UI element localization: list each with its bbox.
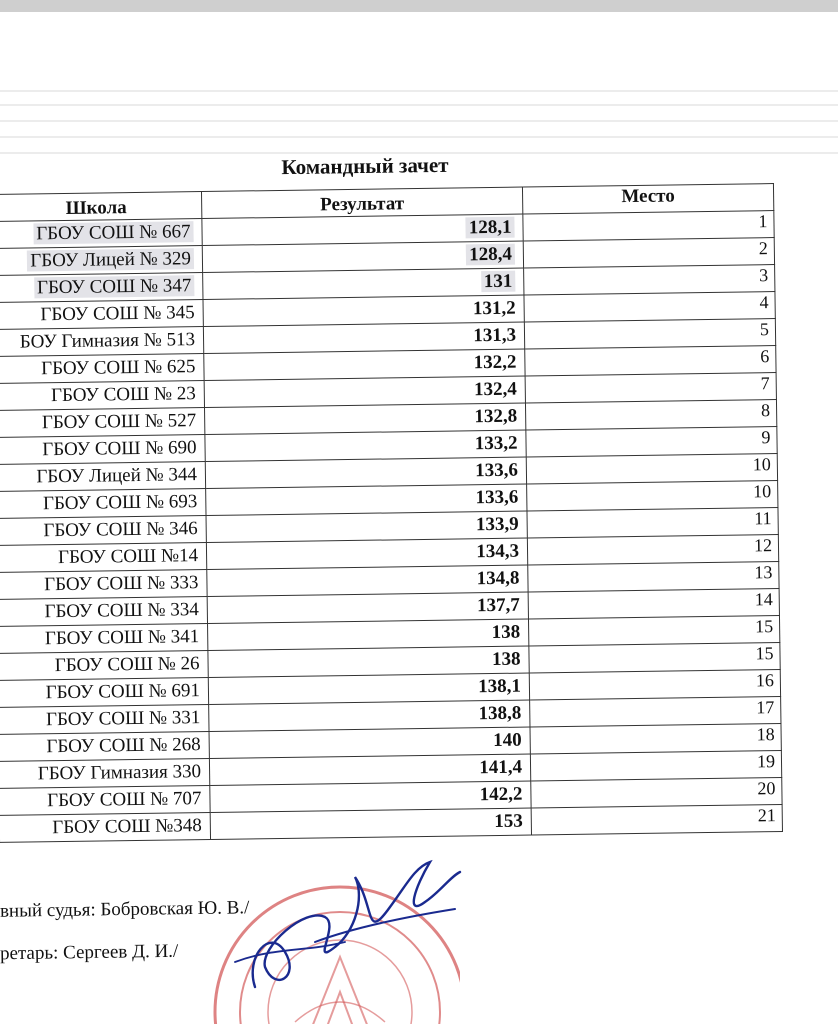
school-cell-text: ГБОУ Лицей № 329 xyxy=(27,248,194,271)
school-cell-text: ГБОУ СОШ № 345 xyxy=(40,302,195,326)
place-cell xyxy=(526,427,777,458)
school-cell xyxy=(0,543,207,573)
school-cell xyxy=(0,246,203,276)
place-cell xyxy=(525,346,776,377)
place-cell-text: 20 xyxy=(757,778,776,799)
school-cell xyxy=(0,435,205,465)
school-cell-text: ГБОУ СОШ № 341 xyxy=(44,626,200,650)
place-cell-text: 3 xyxy=(759,265,769,286)
secretary-line: ретарь: Сергеев Д. И./ xyxy=(0,940,179,965)
result-cell-text: 131,3 xyxy=(473,324,517,347)
photo-top-edge xyxy=(0,0,838,12)
result-cell-text: 140 xyxy=(493,729,522,752)
school-cell xyxy=(0,327,204,357)
place-cell xyxy=(527,535,778,566)
result-cell-text: 128,1 xyxy=(466,217,515,239)
result-cell-text: 138 xyxy=(491,621,521,644)
place-cell xyxy=(525,373,776,404)
school-cell-text: ГБОУ СОШ № 625 xyxy=(40,356,196,380)
school-cell xyxy=(0,408,205,438)
school-cell-text: ГБОУ СОШ № 23 xyxy=(50,383,196,407)
school-cell xyxy=(0,489,206,519)
place-cell-text: 11 xyxy=(754,508,772,529)
school-cell-text: ГБОУ СОШ № 690 xyxy=(42,437,197,461)
school-cell xyxy=(0,354,204,384)
school-cell xyxy=(0,516,206,546)
school-cell-text: ГБОУ Гимназия 330 xyxy=(37,761,202,785)
result-cell-text: 132,4 xyxy=(473,378,517,401)
place-cell-text: 2 xyxy=(758,238,768,259)
school-cell xyxy=(0,704,209,734)
result-cell-text: 142,2 xyxy=(479,783,523,806)
school-cell xyxy=(0,624,208,654)
place-cell xyxy=(525,400,776,431)
result-cell-text: 133,6 xyxy=(475,486,519,509)
school-cell xyxy=(0,462,206,492)
school-cell xyxy=(0,731,209,761)
chief-judge-line: вный судья: Бобровская Ю. В./ xyxy=(0,897,250,922)
school-cell xyxy=(0,381,205,411)
result-cell-text: 132,2 xyxy=(473,351,517,374)
result-cell xyxy=(210,808,531,839)
result-cell-text: 133,6 xyxy=(475,459,519,482)
place-cell xyxy=(524,319,775,350)
school-cell-text: ГБОУ СОШ № 334 xyxy=(44,599,199,623)
place-cell-text: 8 xyxy=(760,400,771,421)
place-cell xyxy=(528,589,779,620)
school-cell-text: ГБОУ СОШ № 333 xyxy=(44,572,199,596)
school-cell-text: ГБОУ СОШ № 667 xyxy=(33,221,194,244)
result-cell-text: 138,8 xyxy=(478,702,522,725)
place-cell-text: 10 xyxy=(752,454,771,475)
document-sheet xyxy=(0,12,838,1024)
place-cell xyxy=(524,265,775,296)
place-cell-text: 21 xyxy=(757,805,776,826)
place-cell xyxy=(531,778,782,809)
school-cell-text: ГБОУ СОШ № 347 xyxy=(34,275,195,298)
place-cell-text: 5 xyxy=(759,319,770,340)
school-cell xyxy=(0,677,209,707)
result-cell-text: 133,9 xyxy=(475,513,519,536)
result-cell-text: 137,7 xyxy=(476,594,520,617)
place-cell xyxy=(523,238,774,269)
result-cell-text: 134,3 xyxy=(476,540,520,563)
school-cell-text: БОУ Гимназия № 513 xyxy=(19,329,196,353)
results-table xyxy=(0,183,783,843)
place-cell-text: 18 xyxy=(756,724,775,745)
school-cell-text: ГБОУ СОШ № 693 xyxy=(42,491,198,515)
school-cell-text: ГБОУ Лицей № 344 xyxy=(36,464,198,488)
school-cell-text: ГБОУ СОШ № 527 xyxy=(41,410,197,434)
result-cell-text: 141,4 xyxy=(479,756,523,779)
document-title: Командный зачет xyxy=(281,152,449,180)
place-cell-text: 12 xyxy=(753,535,773,556)
school-cell-text: ГБОУ СОШ № 268 xyxy=(46,734,201,758)
school-cell xyxy=(0,785,210,815)
school-cell-text: ГБОУ СОШ № 331 xyxy=(45,707,201,731)
place-cell-text: 4 xyxy=(759,292,769,313)
place-cell xyxy=(529,643,780,674)
school-cell xyxy=(0,597,208,627)
result-cell-text: 131,2 xyxy=(472,297,516,320)
result-cell-text: 132,8 xyxy=(474,405,518,428)
results-table-wrap xyxy=(0,183,783,843)
column-header-place: Место xyxy=(522,184,773,215)
place-cell xyxy=(526,454,777,485)
result-cell-text: 133,2 xyxy=(474,432,518,455)
result-cell-text: 131 xyxy=(481,271,516,292)
school-cell xyxy=(0,758,210,788)
result-cell-text: 134,8 xyxy=(476,567,520,590)
school-cell-text: ГБОУ СОШ № 346 xyxy=(43,518,198,542)
place-cell xyxy=(524,292,775,323)
result-cell-text: 138,1 xyxy=(478,675,522,698)
school-cell xyxy=(0,273,203,303)
school-cell-text: ГБОУ СОШ № 691 xyxy=(45,680,201,704)
place-cell xyxy=(528,562,779,593)
school-cell xyxy=(0,651,208,681)
place-cell-text: 16 xyxy=(755,670,775,691)
place-cell xyxy=(523,211,774,242)
place-cell xyxy=(528,616,779,647)
result-cell-text: 128,4 xyxy=(466,244,515,266)
school-cell xyxy=(0,300,203,330)
place-cell xyxy=(529,670,780,701)
place-cell-text: 14 xyxy=(754,589,773,610)
place-cell xyxy=(530,724,781,755)
result-cell-text: 153 xyxy=(494,810,523,833)
school-cell xyxy=(0,219,202,249)
place-cell-text: 15 xyxy=(754,616,774,637)
place-cell-text: 19 xyxy=(756,751,776,772)
school-cell-text: ГБОУ СОШ № 707 xyxy=(47,788,202,812)
place-cell-text: 6 xyxy=(760,346,770,367)
column-header-school: Школа xyxy=(0,192,202,222)
place-cell-text: 10 xyxy=(753,481,772,502)
place-cell-text: 13 xyxy=(754,562,773,583)
place-cell xyxy=(530,751,781,782)
school-cell-text: ГБОУ СОШ №348 xyxy=(52,815,202,839)
result-cell-text: 138 xyxy=(491,648,521,671)
place-cell xyxy=(531,805,782,836)
place-cell-text: 9 xyxy=(761,427,771,448)
place-cell xyxy=(530,697,781,728)
signature xyxy=(215,847,475,997)
place-cell-text: 7 xyxy=(760,373,770,394)
column-header-result: Результат xyxy=(201,187,522,218)
school-cell-text: ГБОУ СОШ № 26 xyxy=(54,653,200,677)
table-body xyxy=(0,211,782,843)
school-cell xyxy=(0,570,207,600)
place-cell xyxy=(527,481,778,512)
place-cell-text: 17 xyxy=(756,697,775,718)
school-cell xyxy=(0,812,211,842)
place-cell-text: 1 xyxy=(758,211,768,232)
school-cell-text: ГБОУ СОШ №14 xyxy=(57,545,199,569)
place-cell xyxy=(527,508,778,539)
place-cell-text: 15 xyxy=(755,643,774,664)
